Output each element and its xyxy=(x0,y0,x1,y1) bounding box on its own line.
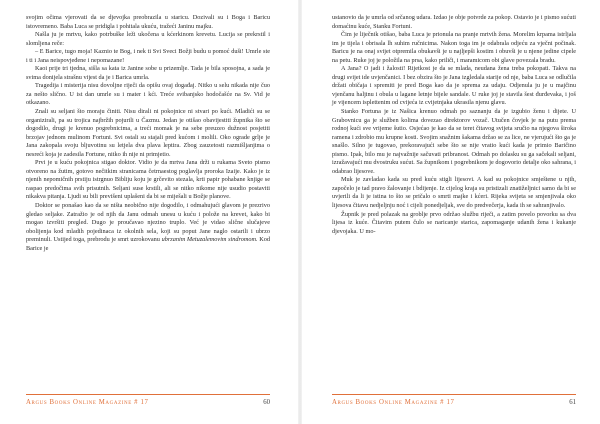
paragraph: Muk je zavladao kada su pred kuću stigli lijesovi. A kad su pokojnice smještene u njih, započelo je tad pravo žalovanje i bdijenje. Iz cijelog kraja su pristizali znatiželjnici samo da bi se uvjerili da li je istina to što se pričalo o smrti majke i kćeri. Rijeka svijeta se smjenjivala oko lijesova čitavu nedjeljnju noć i cijeli ponedjeljak, sve do predvečerja, kada ih se sahranjivalo. xyxy=(332,176,576,210)
page-number: 60 xyxy=(263,399,270,406)
magazine-title: Argus Books Online Magazine # 17 xyxy=(332,399,455,406)
right-page xyxy=(300,0,600,424)
paragraph: – E Barice, tugo moja! Kaznio te Bog, i nek ti Svi Sveci Božji budu u pomoć duši! Umrle ste i ti i Jana neispovjeđene i nepomazane! xyxy=(26,48,270,64)
magazine-title: Argus Books Online Magazine # 17 xyxy=(26,399,149,406)
left-page-text xyxy=(26,14,270,253)
right-page-text xyxy=(332,14,576,236)
paragraph: Tragedija i misterija nisu dovoljne riječi da opišu ovaj događaj. Nitko u selu nikada nije čuo za nešto slično. U ist dan umrle su i mater i kći. Treće svibanjsko hodočašće na Sv. Vid je otkazano. xyxy=(26,82,270,107)
paragraph: Prvi je u kuću pokojnica stigao doktor. Vidio je da mrtva Jana drži u rukama Sveto pismo otvoreno na žutim, gotovo nečitkim stranicama četrnaestog poglavlja proroka Izaije. Kako je iz njenih nepomičnih prstiju istrgnuo Bibliju koju je grčevito stezala, krti papir pohabane knjige se raspao predočima svih prisutnih. Seljani suse krstili, ali se nitko nikome nije usudio postaviti nikakva pitanja. Ljudi su bili previšeni uplašeni da bi se miješali u Božje planove. xyxy=(26,159,270,201)
paragraph-with-italic xyxy=(26,202,270,253)
paragraph-tail: Kod Barice je xyxy=(26,236,271,252)
paragraph-text: Doktor se ponašao kao da se ništa neobično nije dogodilo, i odmahujući glavom je prezrivo gledao seljake. Zatražio je od njih da Janu odmah unesu u kuću i polože na krevet, kako bi mogao izvršiti pregled. Dugo je proučavao njezino truplo. Već je vidao slične slučajeve obolijenja kod mladih pojedinaca iz okolnih sela, koji su poput Jane naglo ostarili i ubrzo preminuli. Ustijed toga, prebrodu je smrt uzrokovanu xyxy=(26,202,270,244)
paragraph: Župnik je pred polazak na groblje prvo održao službu riječi, a zatim povelo povorku sa dva lijesa iz kuće. Čitavim putem čulo se naricanje starica, zapomaganje udanih žena i kukanje djevojaka. U mo- xyxy=(332,210,576,235)
paragraph: Čim je liječnik otišao, baba Luca je prionula na pranje mrtvih žena. Morelim krpama istrljala im je tijela i obrisala lh suhim ručnicima. Nakon toga im je odabrala odjeću za vječni počinak. Baricu je na onaj svijet otpremila obukavši je u najljepši kostim i obuvši je u njene jedine cipele na petu. Ruke joj je položila na prsa, kako priliči, i maramicom obi glave povezala bradu. xyxy=(332,31,576,64)
paragraph: A Jana? O jadi i žalosti! Rijetkost je da se mlada, neudana žena treba pokopati. Takva na drugi svijet ide uvjenčanici. I bez obzira što je Jana izgledala starije od nje, baba Luca se odlučila držati običaja i spremiti je pred Boga kao da je sprema za udaju. Odjenula ju je u majčinu vjenčanu haljinu i obula u lagane letnje bijele sandale. U ruke joj je stavila šest đurđevaka, i još je vijencem isplettenim od cvijeća iz cvijetnjaka ukrasila njenu glavu. xyxy=(332,65,576,107)
left-page-footer xyxy=(26,394,270,411)
page-number: 61 xyxy=(569,399,576,406)
italic-term: ubrzanim Metuzalemovim sindromom. xyxy=(161,236,258,244)
paragraph: Kaoi prije tri tjedna, sišla sa kata iz Janine sobe u prizemlje. Tada je bila sposojna, a sada je svima donijela strašnu vijest da je i Barica umrla. xyxy=(26,65,270,81)
paragraph: Našla ju je mrtvu, kako potrbuške leži ukočena u kćerkinom krevetu. Lucija se prekrstil i slomljena reče: xyxy=(26,31,270,47)
paragraph: Stanko Fortuna je iz Našica krenuo odmah po saznanju da je izgubio ženu i dijete. U Grabovnicu ga je služben kolima dovezao direktorov vozač. Utučen čovjek je na putu prema rodnoj kući sve vrijeme šutio. Osjećao je kao da se teret čitavog svijeta sručio na njegova široka ramena i zdrobio mu krupne kosti. Svojim snažnim šakama držao se za lice, ne vjerujući što ga je snašlo. Silno je tugovao, prekoravajući sebe što se nije vratio kući kada je primio Baričino pismo. Ipak, bilo mu je najvažnije sačuvati pribranost. Odmah po dolasku su ga sačekali seljani, izražavajući mu dvostruku sućut. Sa župnikom i pogrebnikom je dogovorio detalje oko sahrana, i odabrao lijesove. xyxy=(332,108,576,175)
paragraph: Znali su seljani što moraju činiti. Nisu dirali ni pokojnice ni stvari po kući. Mladići su se organizirali, pa su trojica najbržih pojurili u Čazmu. Jedan je otišao obavijestiti župnika što se dogodilo, drugi je krenuo pogrebnicima, a treći momak je na sebe preuzeo dužnost posjetiti brzojav jednom mulinom Fortuni. Svi ostali su stajali pred kućom i molili. Oko ograde grlje je Jana zakopala svoju bljuvotinu su letjela dva plava leptira. Zbog zauzetosti razmišljanjima o nesreći koja je zadesila Fortune, nitko ih nije ni primjetio. xyxy=(26,108,270,158)
paragraph: ustanovio da je umrla od srčanog udara. Izdao je obje potvrde za pokop. Ostavio je i pismo sućuti domaćinu kuće, Stanku Fortuni. xyxy=(332,14,576,30)
right-page-footer xyxy=(332,394,576,411)
paragraph: svojim očima vjerovati da se djevojka preobrazila u staricu. Dozivali su i Boga i Baricu istovremeno. Baba Luca se pridigla i pohitala ukuću, tražeći Janinu majku. xyxy=(26,14,270,30)
